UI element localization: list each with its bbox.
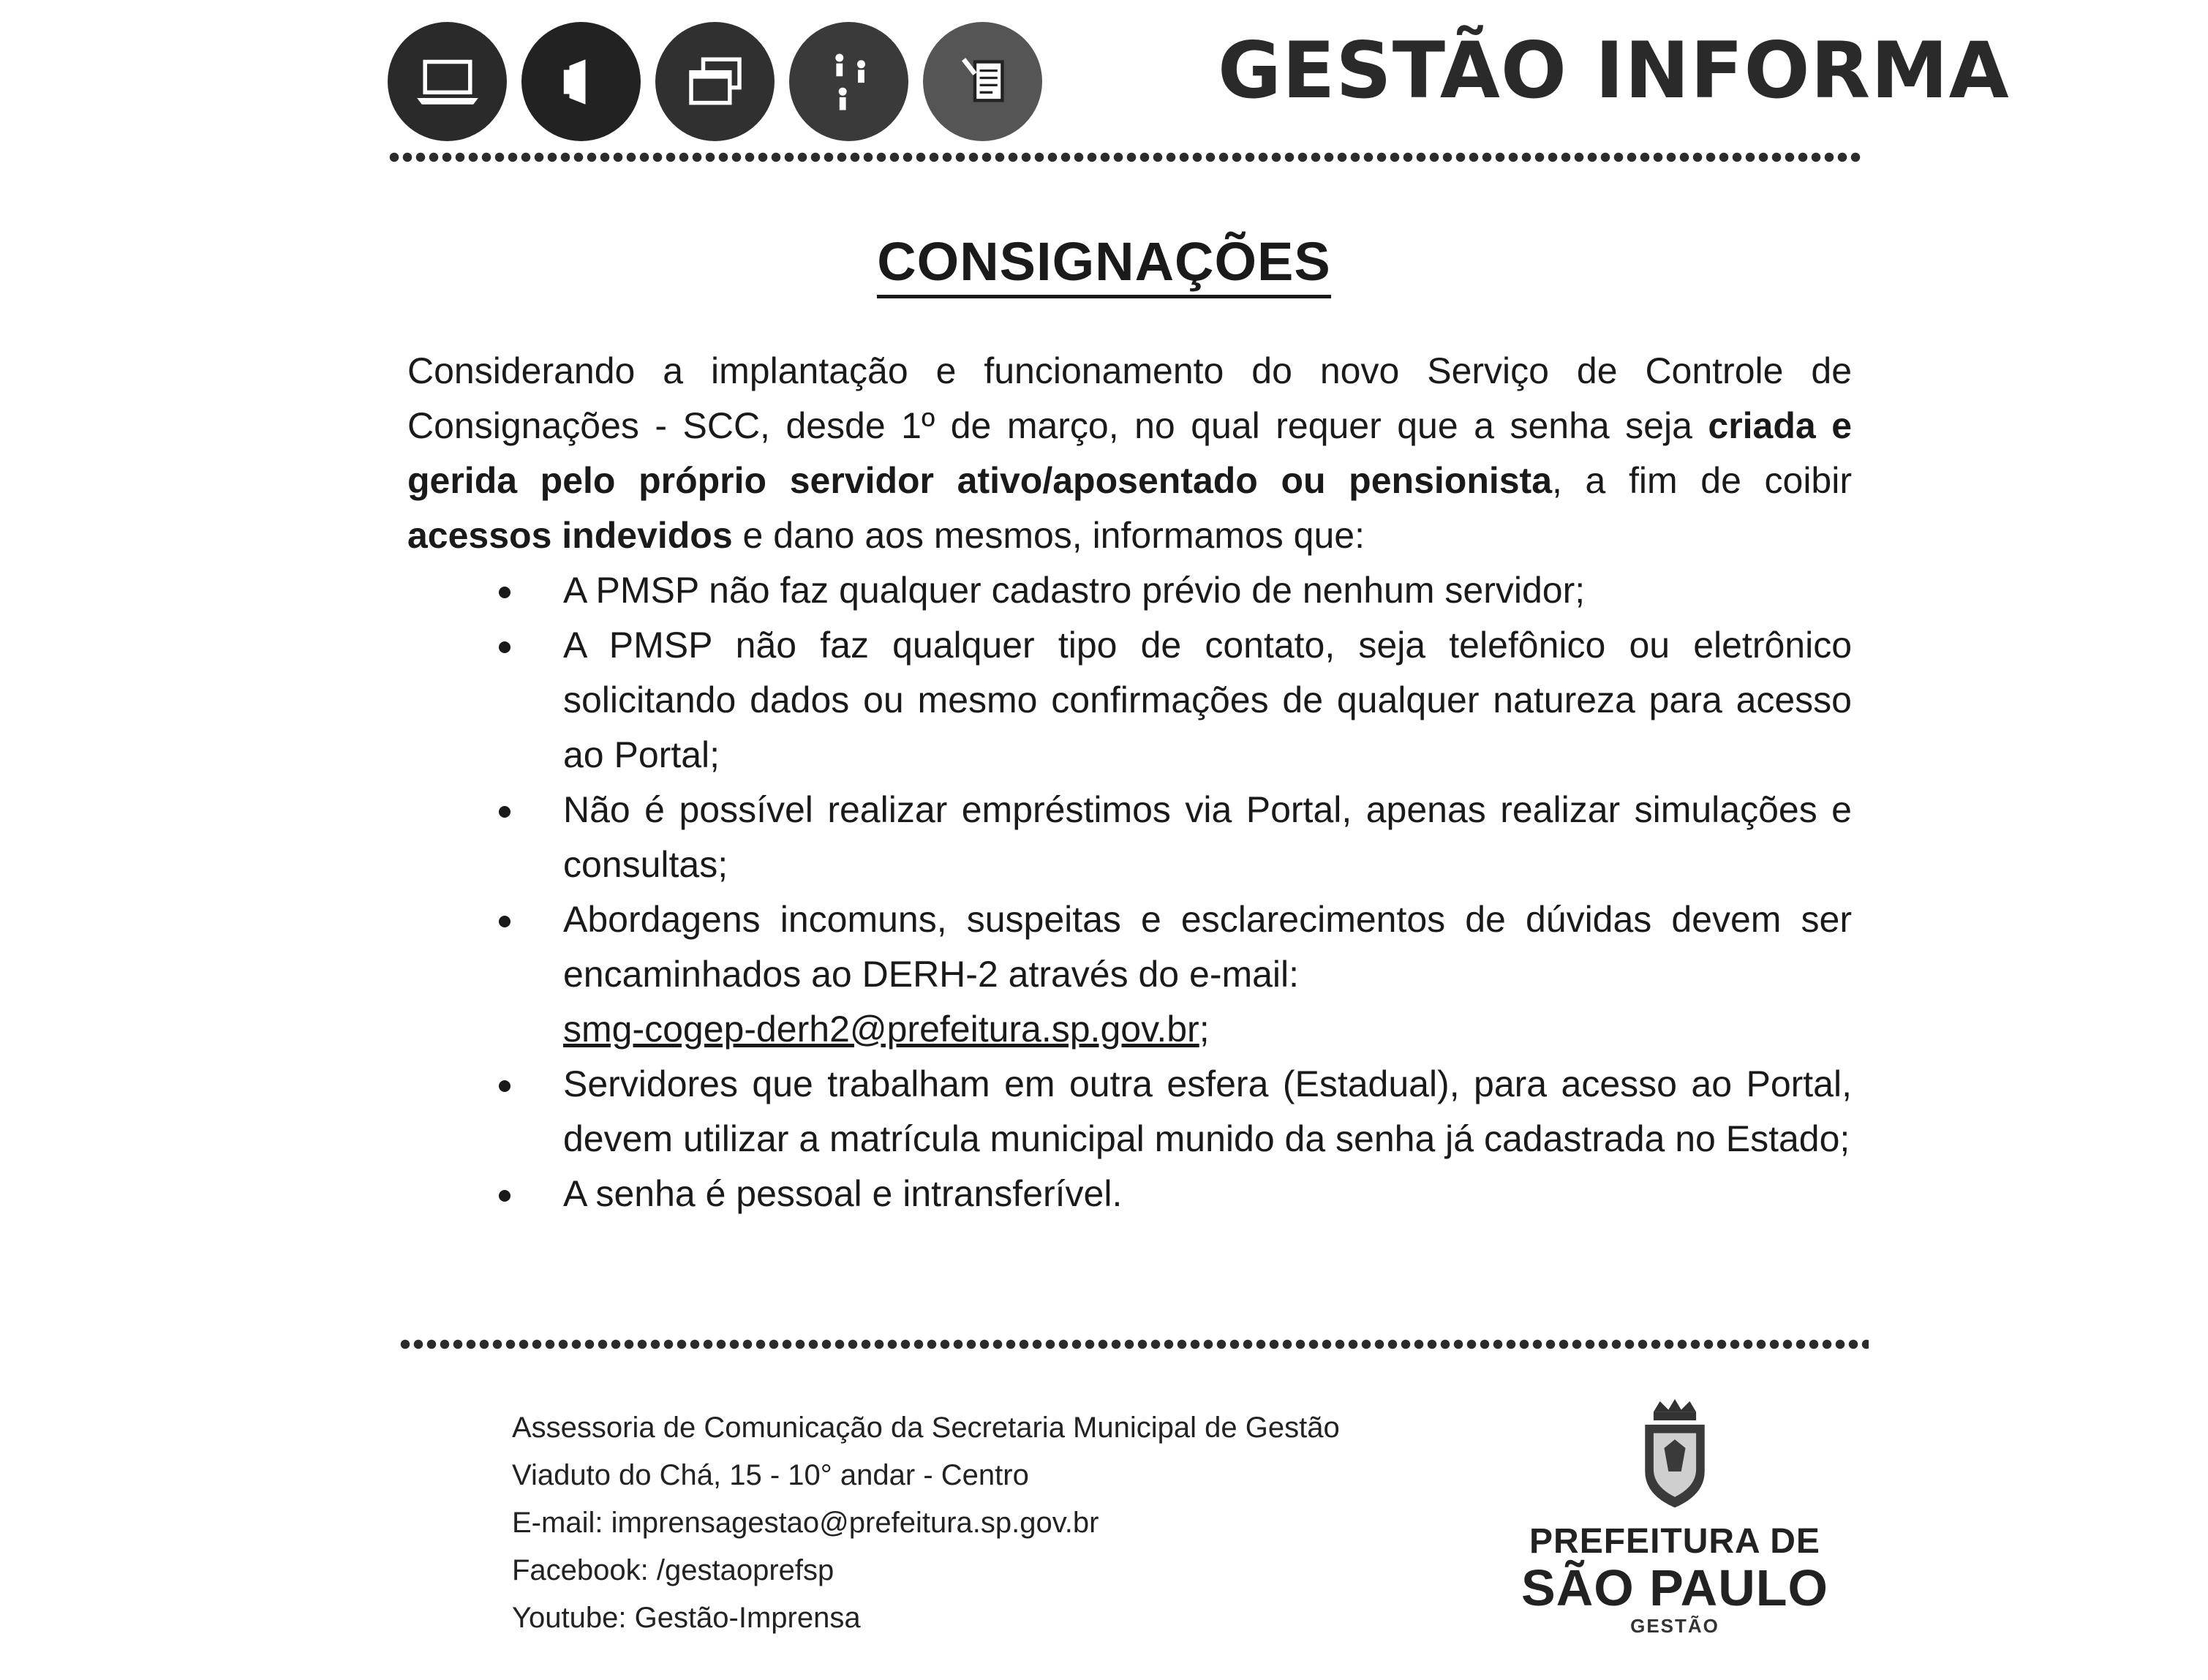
- email-line: [490, 1002, 1852, 1057]
- list-item: [490, 563, 1852, 618]
- brand-title: GESTÃO INFORMA: [1218, 26, 2010, 116]
- title-text: CONSIGNAÇÕES: [877, 231, 1331, 298]
- document-pen-icon: [923, 22, 1042, 141]
- footer-address: Viaduto do Chá, 15 - 10° andar - Centro: [512, 1459, 1029, 1491]
- speaker-icon: [521, 22, 641, 141]
- dotted-divider-top: [388, 151, 1861, 163]
- bullet-icon: [499, 806, 510, 818]
- list-item-text: A senha é pessoal e intransferível.: [563, 1173, 1123, 1214]
- intro-paragraph: [407, 344, 1852, 563]
- header-icon-row: [388, 22, 1068, 146]
- intro-text-1: Considerando a implantação e funcionamento do novo Serviço de Controle de Consignações - SCC, desde 1º de março, no qual requer que a senha seja: [407, 350, 1852, 446]
- list-item: [490, 1057, 1852, 1167]
- list-item: [490, 1167, 1852, 1221]
- logo-line-3: GESTÃO: [1630, 1615, 1719, 1637]
- footer-line: Assessoria de Comunicação da Secretaria Municipal de Gestão: [512, 1412, 1340, 1444]
- bullet-list: [563, 563, 1852, 1221]
- people-icon: [789, 22, 908, 141]
- email-suffix: ;: [1199, 1009, 1210, 1050]
- list-item-text: A PMSP não faz qualquer tipo de contato, seja telefônico ou eletrônico solicitando dados ou mesmo confirmações de qualquer natureza para acesso ao Portal;: [563, 625, 1852, 775]
- bullet-icon: [499, 1190, 510, 1202]
- list-item-text: Abordagens incomuns, suspeitas e esclarecimentos de dúvidas devem ser encaminhados ao DERH-2 através do e-mail:: [563, 899, 1852, 995]
- derh2-email-link[interactable]: smg-cogep-derh2@prefeitura.sp.gov.br: [563, 1009, 1199, 1050]
- intro-text-2: , a fim de coibir: [1552, 460, 1852, 501]
- coat-of-arms-icon: [1620, 1397, 1730, 1514]
- footer-youtube: Youtube: Gestão-Imprensa: [512, 1602, 861, 1634]
- document-title: [0, 230, 2208, 293]
- logo-line-1: PREFEITURA DE: [1529, 1522, 1820, 1561]
- windows-icon: [655, 22, 775, 141]
- bullet-icon: [499, 587, 510, 598]
- prefeitura-logo: [1521, 1397, 1828, 1638]
- intro-bold-2: acessos indevidos: [407, 515, 733, 556]
- list-item: [490, 618, 1852, 783]
- footer-contact: [512, 1404, 1463, 1642]
- footer-facebook: Facebook: /gestaoprefsp: [512, 1554, 834, 1586]
- dotted-divider-bottom: [399, 1338, 1869, 1350]
- footer-email: E-mail: imprensagestao@prefeitura.sp.gov.br: [512, 1507, 1099, 1539]
- bullet-icon: [499, 641, 510, 653]
- list-item-text: Não é possível realizar empréstimos via Portal, apenas realizar simulações e consultas;: [563, 789, 1852, 885]
- logo-line-2: SÃO PAULO: [1521, 1559, 1828, 1616]
- laptop-icon: [388, 22, 507, 141]
- bullet-icon: [499, 1080, 510, 1092]
- intro-text-3: e dano aos mesmos, informamos que:: [732, 515, 1365, 556]
- list-item-text: Servidores que trabalham em outra esfera (Estadual), para acesso ao Portal, devem utilizar a matrícula municipal munido da senha já cadastrada no Estado;: [563, 1063, 1852, 1159]
- bullet-icon: [499, 916, 510, 927]
- list-item: [490, 892, 1852, 1002]
- list-item: [490, 783, 1852, 892]
- intro-bold-1: criada e gerida pelo próprio servidor ativo/aposentado ou pensionista: [407, 405, 1853, 501]
- list-item-text: A PMSP não faz qualquer cadastro prévio de nenhum servidor;: [563, 570, 1586, 611]
